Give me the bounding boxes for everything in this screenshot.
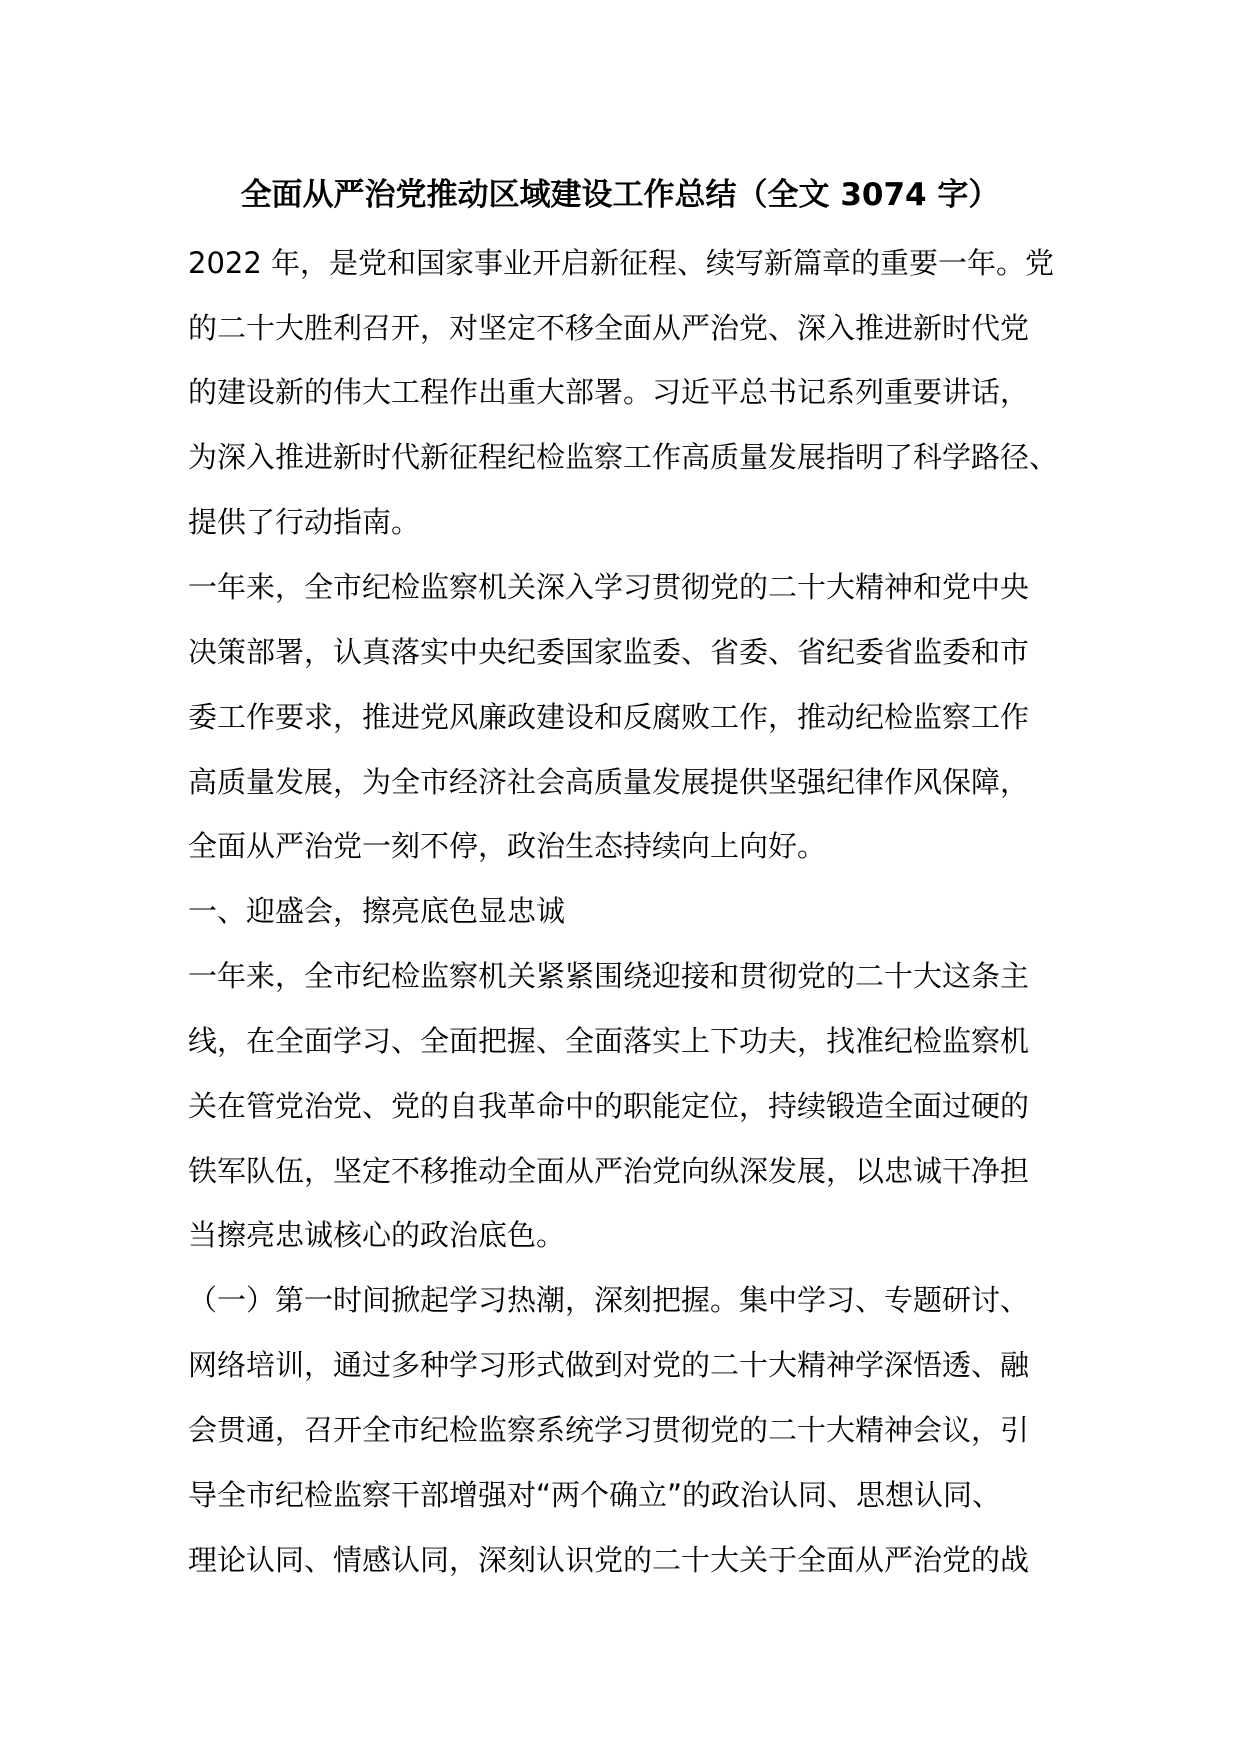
text-line: 的二十大胜利召开，对坚定不移全面从严治党、深入推进新时代党 [188,311,1030,345]
text-line: 理论认同、情感认同，深刻认识党的二十大关于全面从严治党的战 [188,1543,1030,1577]
document-title: 全面从严治党推动区域建设工作总结（全文 3074 字） [240,177,1000,213]
text-line: 提供了行动指南。 [188,505,421,539]
text-line: 铁军队伍，坚定不移推动全面从严治党向纵深发展，以忠诚干净担 [188,1154,1030,1188]
text-line: 决策部署，认真落实中央纪委国家监委、省委、省纪委省监委和市 [188,635,1030,669]
text-line: 委工作要求，推进党风廉政建设和反腐败工作，推动纪检监察工作 [188,700,1030,734]
text-line: 线，在全面学习、全面把握、全面落实上下功夫，找准纪检监察机 [188,1024,1030,1058]
text-line: 2022 年，是党和国家事业开启新征程、续写新篇章的重要一年。党 [188,246,1055,280]
text-line: 全面从严治党一刻不停，政治生态持续向上向好。 [188,829,827,863]
text-line: 一年来，全市纪检监察机关深入学习贯彻党的二十大精神和党中央 [188,570,1030,604]
section-heading: 一、迎盛会，擦亮底色显忠诚 [188,894,566,928]
text-line: （一）第一时间掀起学习热潮，深刻把握。集中学习、专题研讨、 [188,1283,1030,1317]
text-line: 关在管党治党、党的自我革命中的职能定位，持续锻造全面过硬的 [188,1089,1030,1123]
text-line: 当擦亮忠诚核心的政治底色。 [188,1218,566,1252]
text-line: 的建设新的伟大工程作出重大部署。习近平总书记系列重要讲话， [188,375,1030,409]
text-line: 高质量发展，为全市经济社会高质量发展提供坚强纪律作风保障， [188,765,1030,799]
text-line: 一年来，全市纪检监察机关紧紧围绕迎接和贯彻党的二十大这条主 [188,959,1030,993]
text-line: 导全市纪检监察干部增强对“两个确立”的政治认同、思想认同、 [188,1478,1002,1512]
text-line: 会贯通，召开全市纪检监察系统学习贯彻党的二十大精神会议，引 [188,1413,1030,1447]
text-line: 为深入推进新时代新征程纪检监察工作高质量发展指明了科学路径、 [188,440,1059,474]
text-line: 网络培训，通过多种学习形式做到对党的二十大精神学深悟透、融 [188,1348,1030,1382]
